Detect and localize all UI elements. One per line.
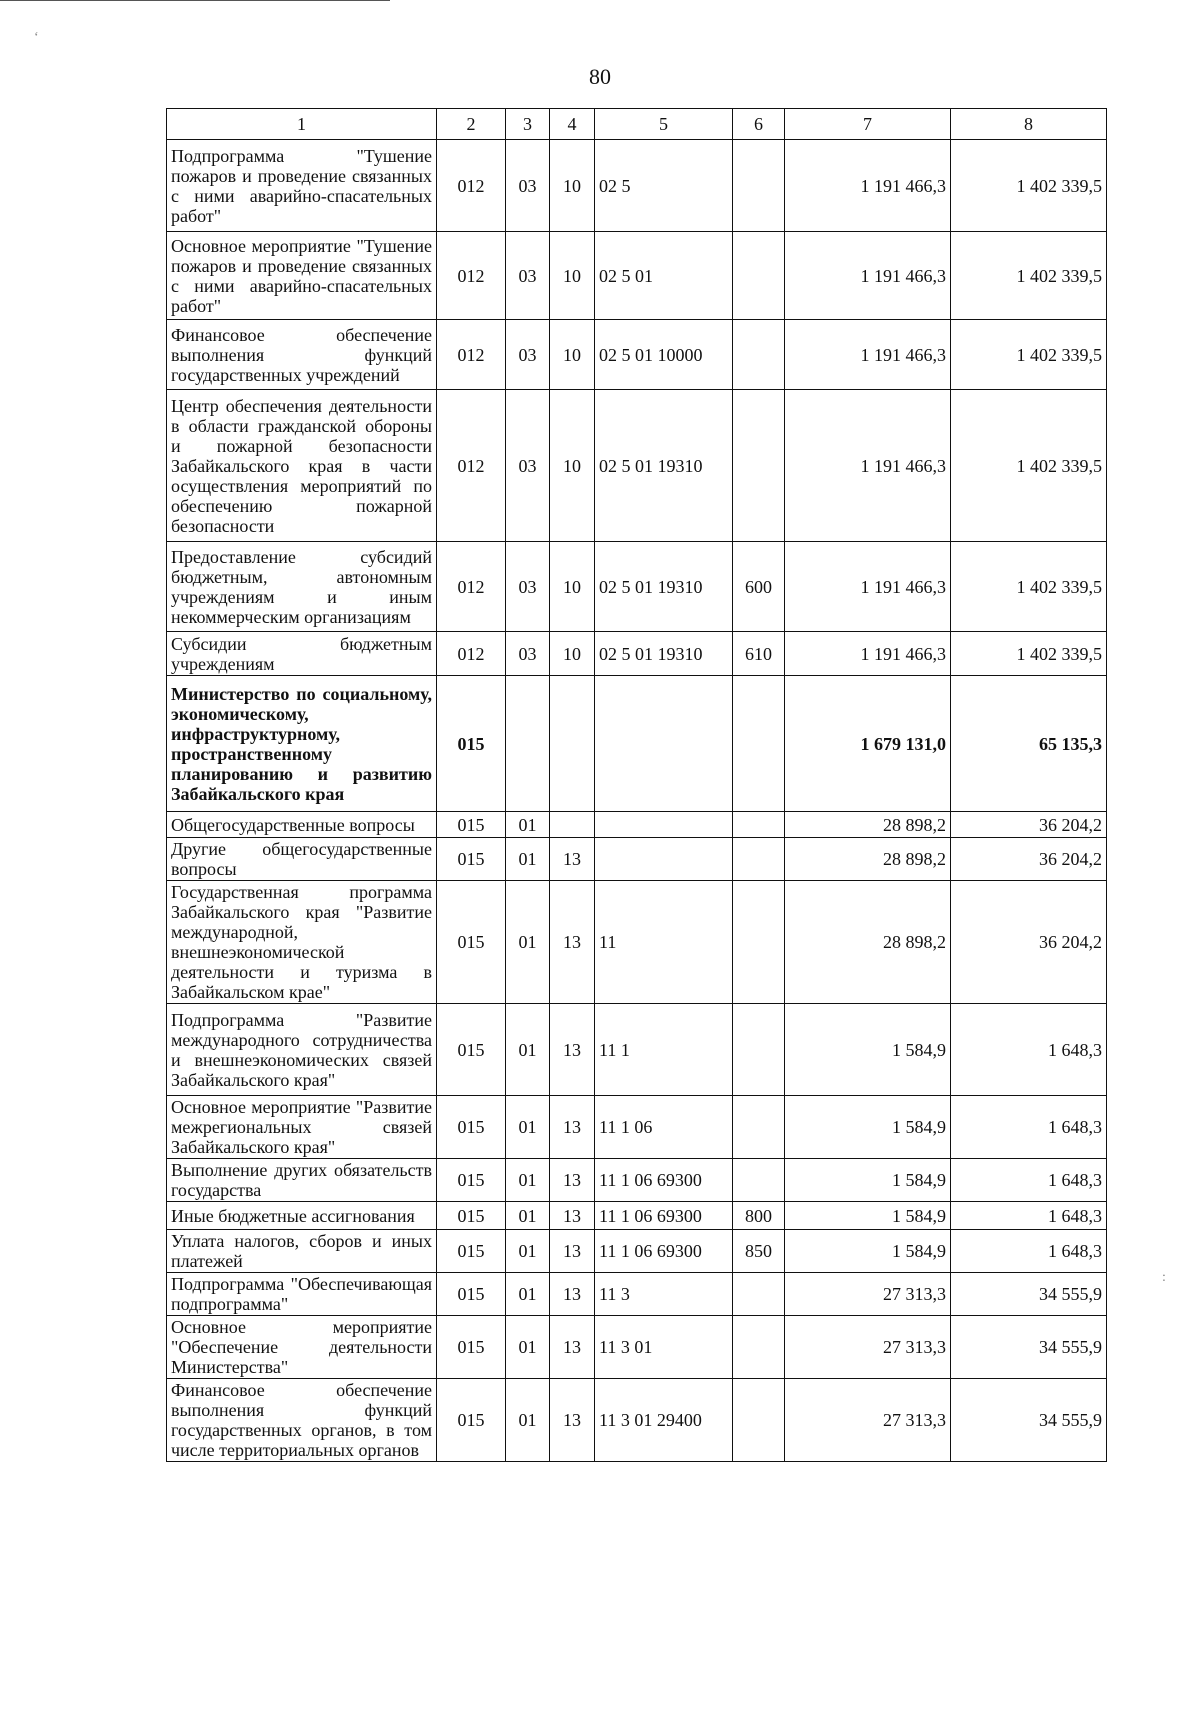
row-amount-7: 1 191 466,3 (785, 632, 951, 676)
header-col-7: 7 (785, 109, 951, 140)
row-amount-8: 1 648,3 (951, 1159, 1107, 1202)
row-subsection: 10 (550, 320, 595, 390)
scan-artifact: : (1162, 1270, 1166, 1285)
row-amount-7: 1 191 466,3 (785, 542, 951, 632)
row-name: Подпрограмма "Обеспечивающая подпрограмма" (167, 1273, 437, 1316)
row-name: Подпрограмма "Тушение пожаров и проведение связанных с ними аварийно-спасательных работ" (167, 140, 437, 232)
row-subsection: 13 (550, 838, 595, 881)
table-row (167, 1379, 1107, 1462)
row-amount-7: 28 898,2 (785, 838, 951, 881)
row-section: 01 (506, 812, 550, 838)
table-row (167, 1316, 1107, 1379)
row-section: 01 (506, 1159, 550, 1202)
row-section: 03 (506, 632, 550, 676)
row-expense-type (733, 1159, 785, 1202)
row-target-article (595, 838, 733, 881)
row-gov-code: 015 (437, 1230, 506, 1273)
row-amount-7: 27 313,3 (785, 1316, 951, 1379)
header-col-3: 3 (506, 109, 550, 140)
row-amount-8: 1 402 339,5 (951, 390, 1107, 542)
row-expense-type (733, 140, 785, 232)
row-name: Основное мероприятие "Развитие межрегиональных связей Забайкальского края" (167, 1096, 437, 1159)
row-expense-type: 800 (733, 1202, 785, 1230)
row-subsection: 13 (550, 1379, 595, 1462)
row-subsection: 10 (550, 140, 595, 232)
table-row (167, 676, 1107, 812)
row-subsection: 10 (550, 542, 595, 632)
row-expense-type: 610 (733, 632, 785, 676)
row-section: 01 (506, 1316, 550, 1379)
row-amount-8: 1 402 339,5 (951, 542, 1107, 632)
row-gov-code: 015 (437, 1096, 506, 1159)
row-gov-code: 012 (437, 390, 506, 542)
row-amount-7: 28 898,2 (785, 812, 951, 838)
row-expense-type (733, 1096, 785, 1159)
row-name: Финансовое обеспечение выполнения функций государственных органов, в том числе территориальных органов (167, 1379, 437, 1462)
row-amount-8: 1 648,3 (951, 1230, 1107, 1273)
row-amount-8: 1 402 339,5 (951, 632, 1107, 676)
header-col-1: 1 (167, 109, 437, 140)
scan-artifact: ‘ (34, 30, 39, 45)
row-expense-type (733, 1004, 785, 1096)
row-amount-7: 27 313,3 (785, 1273, 951, 1316)
header-col-2: 2 (437, 109, 506, 140)
row-section: 01 (506, 1202, 550, 1230)
row-amount-8: 1 402 339,5 (951, 320, 1107, 390)
row-expense-type (733, 838, 785, 881)
row-name: Финансовое обеспечение выполнения функций государственных учреждений (167, 320, 437, 390)
row-amount-8: 65 135,3 (951, 676, 1107, 812)
row-name: Общегосударственные вопросы (167, 812, 437, 838)
row-amount-8: 36 204,2 (951, 881, 1107, 1004)
header-col-6: 6 (733, 109, 785, 140)
table-row (167, 838, 1107, 881)
row-gov-code: 012 (437, 232, 506, 320)
row-name: Основное мероприятие "Обеспечение деятельности Министерства" (167, 1316, 437, 1379)
row-section: 01 (506, 1273, 550, 1316)
row-name: Министерство по социальному, экономическому, инфраструктурному, пространственному планированию и развитию Забайкальского края (167, 676, 437, 812)
row-target-article: 02 5 01 19310 (595, 542, 733, 632)
row-gov-code: 015 (437, 881, 506, 1004)
row-target-article: 11 3 01 29400 (595, 1379, 733, 1462)
row-amount-7: 1 584,9 (785, 1230, 951, 1273)
row-name: Центр обеспечения деятельности в области гражданской обороны и пожарной безопасности Забайкальского края в части осуществления мероприятий по обеспечению пожарной безопасности (167, 390, 437, 542)
row-name: Другие общегосударственные вопросы (167, 838, 437, 881)
row-gov-code: 015 (437, 1379, 506, 1462)
header-col-4: 4 (550, 109, 595, 140)
row-section: 03 (506, 542, 550, 632)
row-gov-code: 015 (437, 838, 506, 881)
row-name: Предоставление субсидий бюджетным, автономным учреждениям и иным некоммерческим организациям (167, 542, 437, 632)
row-target-article (595, 676, 733, 812)
row-gov-code: 015 (437, 1316, 506, 1379)
row-expense-type (733, 812, 785, 838)
table-row (167, 390, 1107, 542)
table-row (167, 1159, 1107, 1202)
row-amount-7: 1 191 466,3 (785, 320, 951, 390)
row-amount-7: 1 679 131,0 (785, 676, 951, 812)
row-target-article: 11 1 (595, 1004, 733, 1096)
row-name: Основное мероприятие "Тушение пожаров и проведение связанных с ними аварийно-спасательных работ" (167, 232, 437, 320)
row-section: 01 (506, 838, 550, 881)
row-amount-7: 1 584,9 (785, 1159, 951, 1202)
row-amount-8: 1 648,3 (951, 1202, 1107, 1230)
row-amount-8: 36 204,2 (951, 838, 1107, 881)
row-section: 01 (506, 881, 550, 1004)
row-subsection: 13 (550, 1202, 595, 1230)
table-body (167, 140, 1107, 1462)
row-subsection: 13 (550, 881, 595, 1004)
table-row (167, 812, 1107, 838)
row-target-article: 02 5 01 10000 (595, 320, 733, 390)
row-target-article: 02 5 01 19310 (595, 632, 733, 676)
header-col-5: 5 (595, 109, 733, 140)
header-row (167, 109, 1107, 140)
header-col-8: 8 (951, 109, 1107, 140)
table-row (167, 1096, 1107, 1159)
row-subsection: 10 (550, 232, 595, 320)
row-target-article: 11 3 01 (595, 1316, 733, 1379)
table-row (167, 1202, 1107, 1230)
row-section: 01 (506, 1096, 550, 1159)
table-row (167, 320, 1107, 390)
row-name: Подпрограмма "Развитие международного сотрудничества и внешнеэкономических связей Забайкальского края" (167, 1004, 437, 1096)
row-subsection (550, 812, 595, 838)
row-subsection: 13 (550, 1230, 595, 1273)
row-section: 01 (506, 1379, 550, 1462)
row-amount-7: 28 898,2 (785, 881, 951, 1004)
row-amount-7: 1 584,9 (785, 1004, 951, 1096)
row-gov-code: 012 (437, 320, 506, 390)
row-expense-type (733, 1316, 785, 1379)
row-subsection: 13 (550, 1316, 595, 1379)
table-row (167, 1230, 1107, 1273)
table-row (167, 632, 1107, 676)
row-section: 01 (506, 1004, 550, 1096)
row-amount-7: 1 191 466,3 (785, 232, 951, 320)
row-subsection: 13 (550, 1004, 595, 1096)
row-target-article: 02 5 01 19310 (595, 390, 733, 542)
row-subsection: 10 (550, 632, 595, 676)
row-gov-code: 015 (437, 1273, 506, 1316)
row-subsection: 13 (550, 1273, 595, 1316)
row-amount-7: 1 191 466,3 (785, 390, 951, 542)
row-target-article: 11 1 06 (595, 1096, 733, 1159)
row-amount-7: 1 191 466,3 (785, 140, 951, 232)
row-gov-code: 015 (437, 1004, 506, 1096)
page-number: 80 (589, 64, 611, 89)
budget-table (166, 108, 1107, 1462)
row-subsection: 10 (550, 390, 595, 542)
row-section: 03 (506, 232, 550, 320)
row-section: 01 (506, 1230, 550, 1273)
row-expense-type (733, 1379, 785, 1462)
row-target-article: 11 1 06 69300 (595, 1202, 733, 1230)
row-subsection (550, 676, 595, 812)
row-target-article: 02 5 (595, 140, 733, 232)
row-name: Государственная программа Забайкальского края "Развитие международной, внешнеэкономической деятельности и туризма в Забайкальском крае" (167, 881, 437, 1004)
row-subsection: 13 (550, 1159, 595, 1202)
row-gov-code: 015 (437, 1202, 506, 1230)
row-amount-7: 27 313,3 (785, 1379, 951, 1462)
row-name: Субсидии бюджетным учреждениям (167, 632, 437, 676)
row-gov-code: 015 (437, 812, 506, 838)
row-expense-type (733, 232, 785, 320)
row-target-article: 11 3 (595, 1273, 733, 1316)
row-amount-7: 1 584,9 (785, 1096, 951, 1159)
row-gov-code: 012 (437, 632, 506, 676)
table-header (167, 109, 1107, 140)
row-expense-type (733, 320, 785, 390)
row-gov-code: 015 (437, 676, 506, 812)
row-expense-type: 600 (733, 542, 785, 632)
row-amount-8: 1 402 339,5 (951, 140, 1107, 232)
row-gov-code: 015 (437, 1159, 506, 1202)
row-name: Уплата налогов, сборов и иных платежей (167, 1230, 437, 1273)
row-section: 03 (506, 320, 550, 390)
row-amount-7: 1 584,9 (785, 1202, 951, 1230)
row-expense-type (733, 881, 785, 1004)
row-amount-8: 34 555,9 (951, 1316, 1107, 1379)
table-row (167, 1004, 1107, 1096)
table-row (167, 1273, 1107, 1316)
row-amount-8: 1 402 339,5 (951, 232, 1107, 320)
table-row (167, 232, 1107, 320)
table-row (167, 881, 1107, 1004)
row-name: Иные бюджетные ассигнования (167, 1202, 437, 1230)
row-expense-type (733, 390, 785, 542)
row-section: 03 (506, 140, 550, 232)
row-target-article: 11 1 06 69300 (595, 1159, 733, 1202)
row-name: Выполнение других обязательств государства (167, 1159, 437, 1202)
row-amount-8: 1 648,3 (951, 1096, 1107, 1159)
row-amount-8: 36 204,2 (951, 812, 1107, 838)
scan-edge-line (0, 0, 390, 1)
row-section (506, 676, 550, 812)
table-row (167, 542, 1107, 632)
row-amount-8: 1 648,3 (951, 1004, 1107, 1096)
row-gov-code: 012 (437, 140, 506, 232)
row-amount-8: 34 555,9 (951, 1273, 1107, 1316)
row-target-article: 02 5 01 (595, 232, 733, 320)
row-expense-type (733, 1273, 785, 1316)
row-gov-code: 012 (437, 542, 506, 632)
table-row (167, 140, 1107, 232)
row-target-article: 11 1 06 69300 (595, 1230, 733, 1273)
row-expense-type (733, 676, 785, 812)
row-target-article (595, 812, 733, 838)
row-target-article: 11 (595, 881, 733, 1004)
row-subsection: 13 (550, 1096, 595, 1159)
row-section: 03 (506, 390, 550, 542)
row-expense-type: 850 (733, 1230, 785, 1273)
row-amount-8: 34 555,9 (951, 1379, 1107, 1462)
